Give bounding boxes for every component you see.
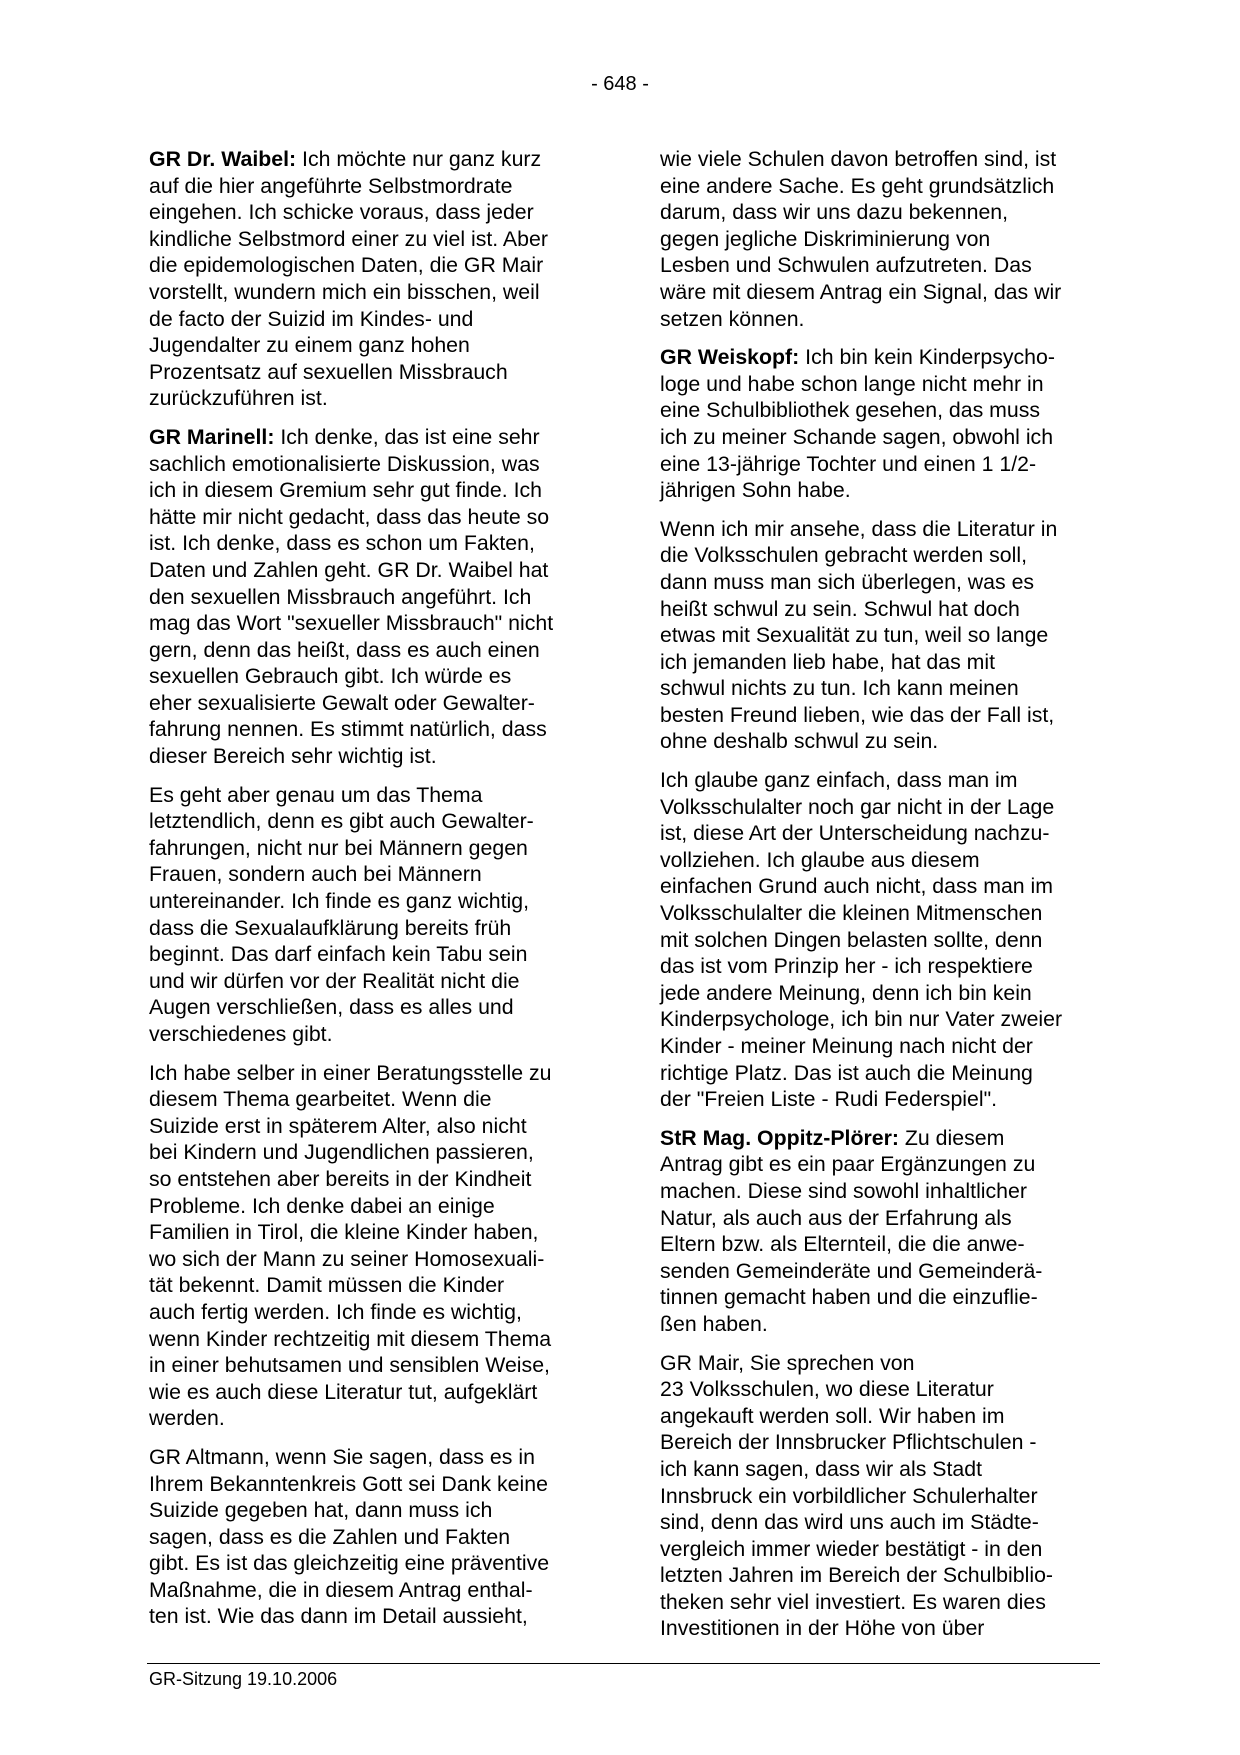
speaker-name: GR Marinell: — [149, 424, 275, 449]
paragraph-text: Ich habe selber in einer Beratungsstelle zu diesem Thema gearbeitet. Wenn die Suizide erst in späterem Alter, also nicht bei Kindern und Jugendlichen passieren, so entstehen aber bereits in der Kindheit Probleme. Ich denke dabei an einige Familien in Tirol, die kleine Kinder haben, wo sich der Mann zu seiner Homosexuali- tät bekennt. Damit müssen die Kinder auch fertig werden. Ich finde es wichtig, wenn Kinder rechtzeitig mit diesem Thema in einer behutsamen und sensiblen Weise, wie es auch diese Literatur tut, aufgeklärt werden. — [149, 1060, 552, 1431]
paragraph-text: Wenn ich mir ansehe, dass die Literatur in die Volksschulen gebracht werden soll, dann muss man sich überlegen, was es heißt schwul zu sein. Schwul hat doch etwas mit Sexualität zu tun, weil so lange ich jemanden lieb habe, hat das mit schwul nichts zu tun. Ich kann meinen besten Freund lieben, wie das der Fall ist, ohne deshalb schwul zu sein. — [660, 516, 1058, 754]
speaker-name: StR Mag. Oppitz-Plörer: — [660, 1125, 899, 1150]
paragraph — [149, 782, 595, 1048]
paragraph-text: Es geht aber genau um das Thema letztendlich, denn es gibt auch Gewalter- fahrungen, nicht nur bei Männern gegen Frauen, sondern auch bei Männern untereinander. Ich finde es ganz wichtig, dass die Sexualaufklärung bereits früh beginnt. Das darf einfach kein Tabu sein und wir dürfen vor der Realität nicht die Augen verschließen, dass es alles und verschiedenes gibt. — [149, 782, 534, 1046]
footer-session-date: GR-Sitzung 19.10.2006 — [149, 1669, 338, 1689]
paragraph — [660, 1125, 1106, 1338]
speaker-name: GR Weiskopf: — [660, 345, 800, 370]
paragraph-text: Zu diesem Antrag gibt es ein paar Ergänzungen zu machen. Diese sind sowohl inhaltlicher Natur, als auch aus der Erfahrung als Eltern bzw. als Elternteil, die die anwe- senden Gemeinderäte und Gemeinderä- tinnen gemacht haben und die einzuflie- ßen haben. — [660, 1125, 1043, 1336]
paragraph-text: Ich glaube ganz einfach, dass man im Volksschulalter noch gar nicht in der Lage ist, diese Art der Unterscheidung nachzu- vollziehen. Ich glaube aus diesem einfachen Grund auch nicht, dass man im Volksschulalter die kleinen Mitmenschen mit solchen Dingen belasten sollte, denn das ist vom Prinzip her - ich respektiere jede andere Meinung, denn ich bin kein Kinderpsychologe, ich bin nur Vater zweier Kinder - meiner Meinung nach nicht der richtige Platz. Das ist auch die Meinung der "Freien Liste - Rudi Federspiel". — [660, 768, 1063, 1112]
left-column — [149, 146, 595, 1642]
page-number: - 648 - — [591, 73, 649, 95]
paragraph — [149, 1060, 595, 1432]
paragraph — [660, 516, 1106, 755]
paragraph-text: Ich denke, das ist eine sehr sachlich emotionalisierte Diskussion, was ich in diesem Gremium sehr gut finde. Ich hätte mir nicht gedacht, dass das heute so ist. Ich denke, dass es schon um Fakten, Daten und Zahlen geht. GR Dr. Waibel hat den sexuellen Missbrauch angeführt. Ich mag das Wort "sexueller Missbrauch" nicht gern, denn das heißt, dass es auch einen sexuellen Gebrauch gibt. Ich würde es eher sexualisierte Gewalt oder Gewalter- fahrung nennen. Es stimmt natürlich, dass dieser Bereich sehr wichtig ist. — [149, 424, 554, 769]
paragraph-text: Ich möchte nur ganz kurz auf die hier angeführte Selbstmordrate eingehen. Ich schicke voraus, dass jeder kindliche Selbstmord einer zu viel ist. Aber die epidemologischen Daten, die GR Mair vorstellt, wundern mich ein bisschen, weil de facto der Suizid im Kindes- und Jugendalter zu einem ganz hohen Prozentsatz auf sexuellen Missbrauch zurückzuführen ist. — [149, 147, 548, 411]
paragraph — [660, 344, 1106, 504]
paragraph-text: GR Mair, Sie sprechen von 23 Volksschulen, wo diese Literatur angekauft werden soll. Wir haben im Bereich der Innsbrucker Pflichtschulen - ich kann sagen, dass wir als Stadt Innsbruck ein vorbildlicher Schulerhalter sind, denn das wird uns auch im Städte- vergleich immer wieder bestätigt - in den letzten Jahren im Bereich der Schulbiblio- theken sehr viel investiert. Es waren dies Investitionen in der Höhe von über — [660, 1350, 1054, 1641]
right-column — [660, 146, 1106, 1654]
paragraph — [149, 146, 595, 412]
paragraph — [149, 424, 595, 770]
paragraph-text: wie viele Schulen davon betroffen sind, ist eine andere Sache. Es geht grundsätzlich darum, dass wir uns dazu bekennen, gegen jegliche Diskriminierung von Lesben und Schwulen aufzutreten. Das wäre mit diesem Antrag ein Signal, das wir setzen können. — [660, 147, 1062, 331]
paragraph — [660, 146, 1106, 332]
paragraph — [660, 1350, 1106, 1643]
paragraph-text: Ich bin kein Kinderpsycho- loge und habe schon lange nicht mehr in eine Schulbibliothek gesehen, das muss ich zu meiner Schande sagen, obwohl ich eine 13-jährige Tochter und einen 1 1/2- jährigen Sohn habe. — [660, 345, 1055, 503]
paragraph — [660, 767, 1106, 1113]
paragraph-text: GR Altmann, wenn Sie sagen, dass es in Ihrem Bekanntenkreis Gott sei Dank keine Suizide gegeben hat, dann muss ich sagen, dass es die Zahlen und Fakten gibt. Es ist das gleichzeitig eine präventive Maßnahme, die in diesem Antrag enthal- ten ist. Wie das dann im Detail aussieht, — [149, 1444, 550, 1629]
speaker-name: GR Dr. Waibel: — [149, 147, 297, 171]
paragraph — [149, 1444, 595, 1630]
footer-divider — [147, 1663, 1100, 1664]
